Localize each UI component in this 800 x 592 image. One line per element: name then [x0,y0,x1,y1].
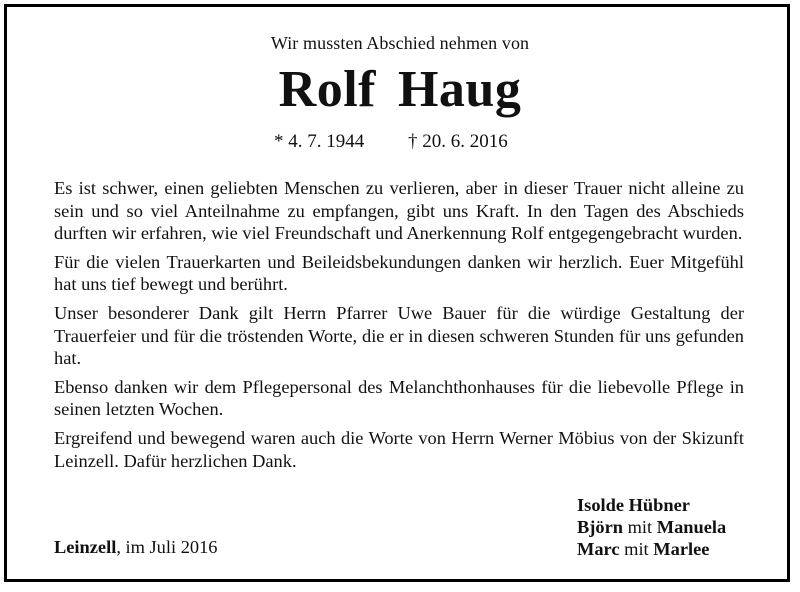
signer-row [577,516,726,538]
closing-date: , im Juli 2016 [116,537,218,557]
signers-block [577,494,726,560]
deceased-name [0,61,800,118]
intro-line: Wir mussten Abschied nehmen von [270,33,530,53]
signer-partner: Marlee [653,539,710,559]
signer-joiner: mit [622,517,657,537]
paragraph: Es ist schwer, einen geliebten Menschen zu verlieren, aber in dieser Trauer nicht alleine zu sein und so viel Anteilnahme zu empfangen, gibt uns Kraft. In den Tagen des Abschieds durften wir erfahren, wie viel Freundschaft und Anerkennung Rolf entgegengebracht wurden. [54,178,744,244]
signer-joiner: mit [619,539,654,559]
birth-date: * 4. 7. 1944 [274,131,365,152]
signer-name: Björn [577,517,623,537]
paragraph: Unser besonderer Dank gilt Herrn Pfarrer Uwe Bauer für die würdige Gestaltung der Trauerfeier und für die tröstenden Worte, die er in diesen schweren Stunden für uns gefunden hat. [54,302,744,369]
thank-you-text [54,177,744,478]
paragraph: Ebenso danken wir dem Pflegepersonal des Melanchthonhauses für die liebevolle Pflege in seinen letzten Wochen. [54,376,744,420]
signer-row [577,494,726,516]
paragraph: Ergreifend und bewegend waren auch die Worte von Herrn Werner Möbius von der Skizunft Leinzell. Dafür herzlichen Dank. [54,427,744,471]
place-and-date [54,537,217,558]
deceased-last-name: Haug [397,61,522,118]
signer-row [577,538,726,560]
place-name: Leinzell [54,537,117,557]
signer-name: Isolde Hübner [577,495,690,515]
signer-name: Marc [577,539,620,559]
paragraph: Für die vielen Trauerkarten und Beileidsbekundungen danken wir herzlich. Euer Mitgefühl hat uns tief bewegt und berührt. [54,251,744,295]
deceased-first-name: Rolf [278,61,376,118]
signer-partner: Manuela [656,517,727,537]
death-date: † 20. 6. 2016 [408,131,508,152]
